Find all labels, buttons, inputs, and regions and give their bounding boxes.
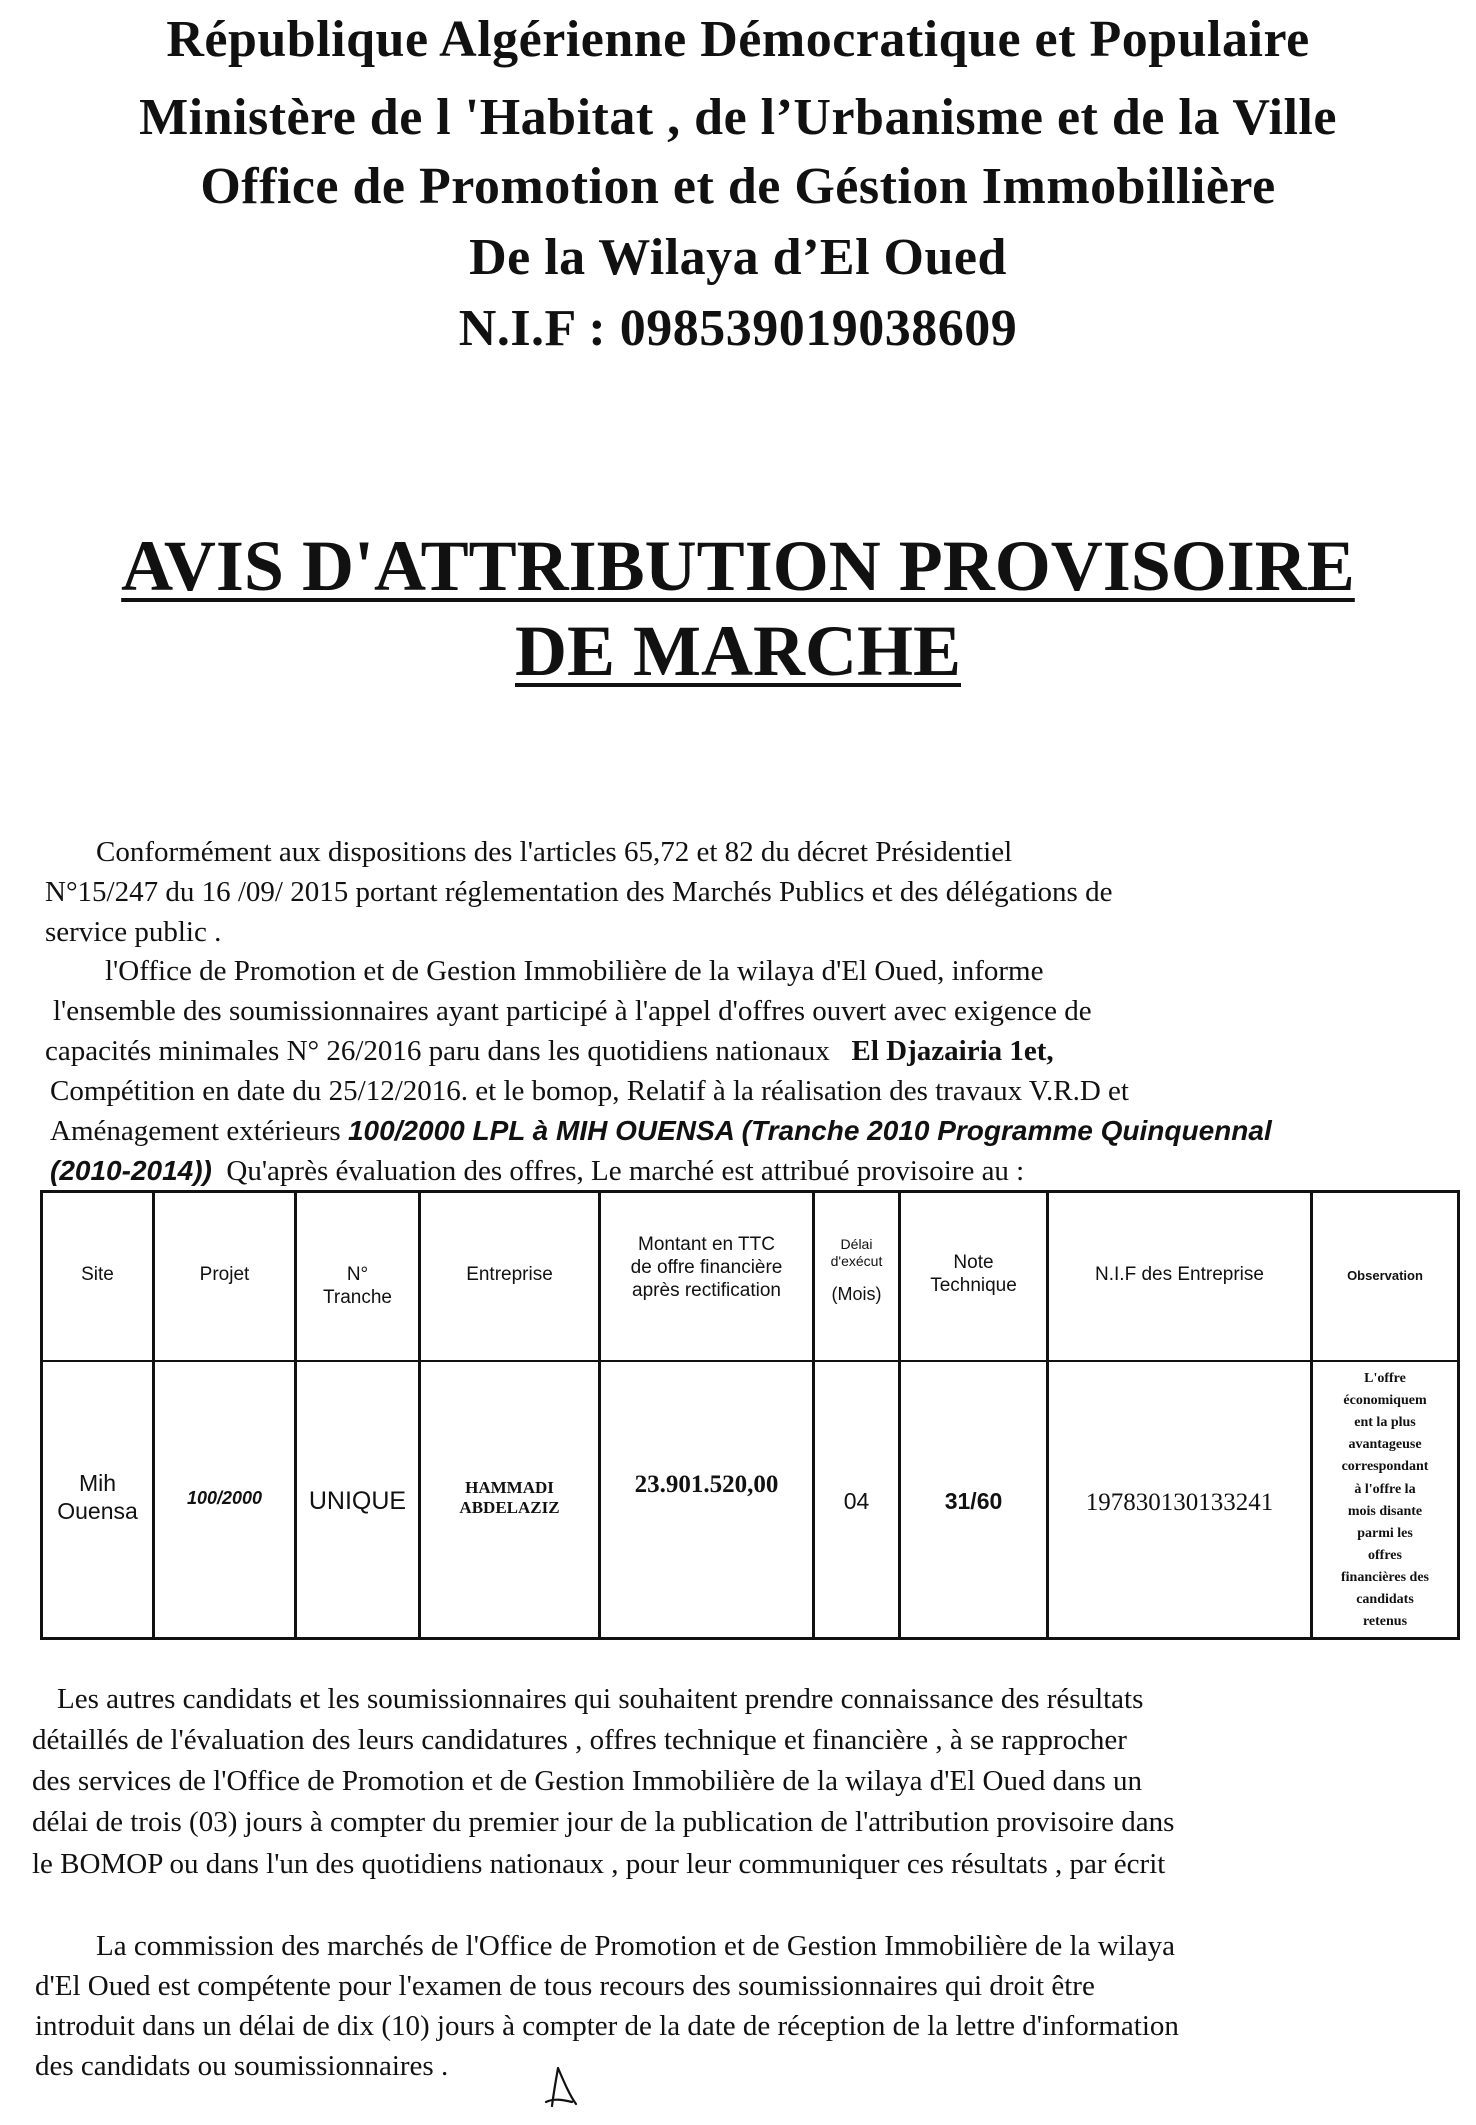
header-entreprise: Entreprise xyxy=(466,1264,553,1285)
header-note: Note Technique xyxy=(930,1252,1017,1296)
header-nif: N.I.F des Entreprise xyxy=(1095,1264,1264,1285)
intro-line: l'ensemble des soumissionnaires ayant participé à l'appel d'offres ouvert avec exigence de xyxy=(53,995,1092,1027)
header-montant: Montant en TTC de offre financière après rectification xyxy=(630,1234,783,1301)
header-tranche: N° Tranche xyxy=(323,1264,392,1308)
intro-line: service public . xyxy=(45,916,222,948)
intro-line: Conformément aux dispositions des l'articles 65,72 et 82 du décret Présidentiel xyxy=(96,836,1013,868)
header-site: Site xyxy=(81,1264,114,1285)
body2-line: le BOMOP ou dans l'un des quotidiens nationaux , pour leur communiquer ces résultats , par écrit xyxy=(32,1848,1166,1880)
body2-line: des services de l'Office de Promotion et de Gestion Immobilière de la wilaya d'El Oued dans un xyxy=(32,1765,1143,1797)
header-ministry: Ministère de l 'Habitat , de l’Urbanisme et de la Ville xyxy=(139,89,1337,146)
intro-line: capacités minimales N° 26/2016 paru dans les quotidiens nationaux El Djazairia 1et, xyxy=(45,1035,1054,1067)
header-nif: N.I.F : 098539019038609 xyxy=(458,300,1018,357)
table-border xyxy=(418,1190,421,1640)
table-border xyxy=(1046,1190,1049,1640)
cell-projet: 100/2000 xyxy=(186,1488,263,1508)
table-border xyxy=(1457,1190,1460,1640)
table-border xyxy=(294,1190,297,1640)
intro-line: l'Office de Promotion et de Gestion Immobilière de la wilaya d'El Oued, informe xyxy=(105,955,1044,987)
intro-line: N°15/247 du 16 /09/ 2015 portant réglementation des Marchés Publics et des délégations de xyxy=(45,876,1113,908)
table-border xyxy=(40,1360,1460,1362)
page-title: AVIS D'ATTRIBUTION PROVISOIRE xyxy=(121,526,1355,606)
table-border xyxy=(40,1637,1460,1640)
intro-line: Compétition en date du 25/12/2016. et le bomop, Relatif à la réalisation des travaux V.R.D et xyxy=(50,1075,1129,1107)
header-observation: Observation xyxy=(1347,1268,1423,1283)
header-wilaya: De la Wilaya d’El Oued xyxy=(469,229,1007,286)
body3-line: La commission des marchés de l'Office de Promotion et de Gestion Immobilière de la wilaya xyxy=(96,1930,1176,1962)
cell-site: Mih Ouensa xyxy=(57,1470,138,1524)
header-republic: République Algérienne Démocratique et Populaire xyxy=(166,11,1310,68)
cell-nif: 197830130133241 xyxy=(1085,1489,1274,1516)
body3-line: introduit dans un délai de dix (10) jours à compter de la date de réception de la lettre d'information xyxy=(35,2010,1179,2042)
intro-line: Aménagement extérieurs 100/2000 LPL à MIH OUENSA (Tranche 2010 Programme Quinquennal xyxy=(50,1115,1272,1147)
table-border xyxy=(40,1190,43,1640)
intro-line: (2010-2014)) Qu'après évaluation des offres, Le marché est attribué provisoire au : xyxy=(50,1155,1025,1187)
header-office: Office de Promotion et de Géstion Immobillière xyxy=(200,158,1276,215)
body2-line: Les autres candidats et les soumissionnaires qui souhaitent prendre connaissance des résultats xyxy=(57,1683,1144,1715)
handwritten-mark-icon xyxy=(540,2062,580,2122)
body3-line: des candidats ou soumissionnaires . xyxy=(35,2050,449,2082)
cell-observation: L'offre économiquem ent la plus avantageuse correspondant à l'offre la mois disante parmi les offres financières des candidats retenus xyxy=(1340,1371,1429,1630)
body2-line: détaillés de l'évaluation des leurs candidatures , offres technique et financière , à se rapprocher xyxy=(32,1724,1127,1756)
header-projet: Projet xyxy=(199,1264,250,1285)
cell-montant: 23.901.520,00 xyxy=(634,1471,779,1498)
header-delai: Délai d'exécut (Mois) xyxy=(830,1236,883,1304)
body3-line: d'El Oued est compétente pour l'examen de tous recours des soumissionnaires qui droit être xyxy=(35,1970,1095,2002)
table-border xyxy=(152,1190,155,1640)
cell-note: 31/60 xyxy=(944,1488,1003,1514)
cell-tranche: UNIQUE xyxy=(308,1487,407,1515)
cell-delai: 04 xyxy=(843,1488,870,1514)
page-title-line2: DE MARCHE xyxy=(515,611,961,691)
body2-line: délai de trois (03) jours à compter du premier jour de la publication de l'attribution provisoire dans xyxy=(32,1806,1175,1838)
table-border xyxy=(40,1190,1460,1193)
cell-entreprise: HAMMADI ABDELAZIZ xyxy=(459,1478,560,1518)
